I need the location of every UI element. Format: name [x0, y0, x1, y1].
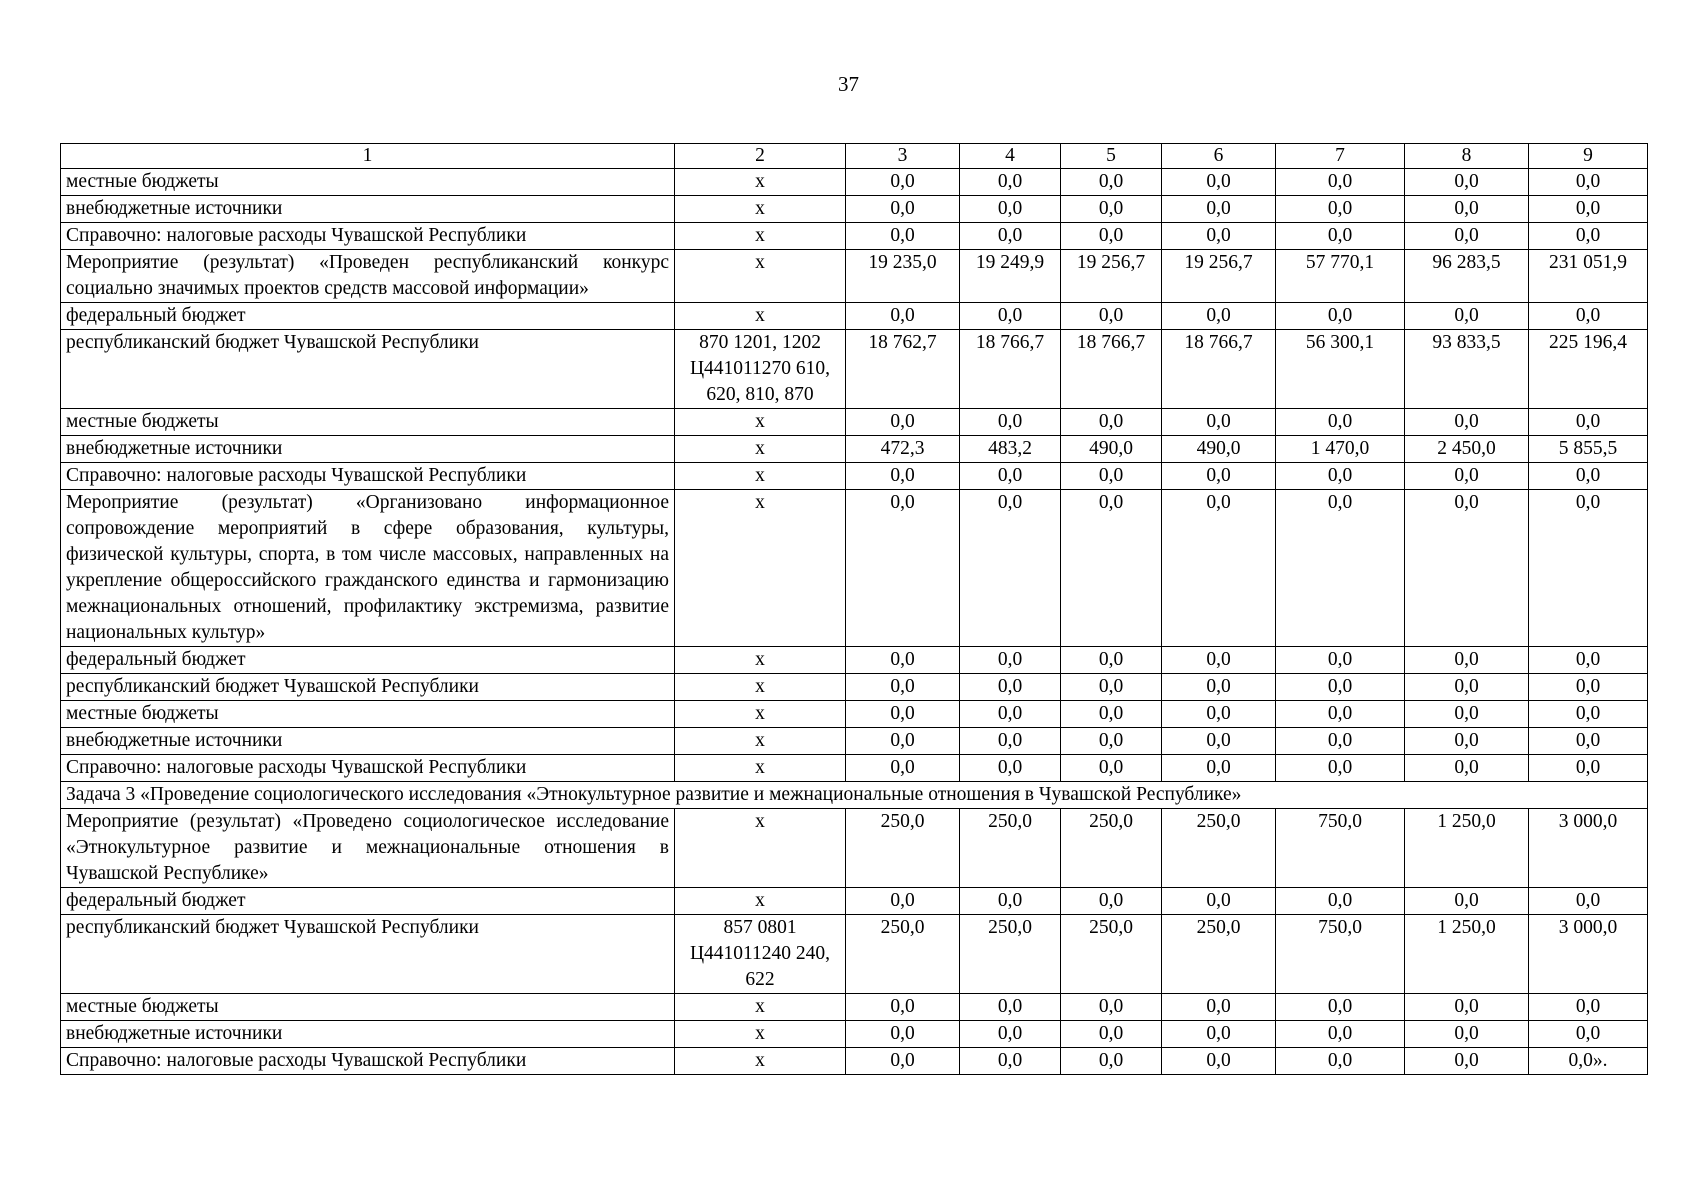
- budget-code-cell: 857 0801 Ц441011240 240, 622: [675, 915, 846, 994]
- table-row: [61, 330, 1648, 409]
- row-name-cell: Справочно: налоговые расходы Чувашской Республики: [61, 1048, 675, 1075]
- row-name-cell: Мероприятие (результат) «Организовано информационное сопровождение мероприятий в сфере образования, культуры, физической культуры, спорта, в том числе массовых, направленных на укрепление общероссийского гражданского единства и гармонизацию межнациональных отношений, профилактику экстремизма, развитие национальных культур»: [61, 490, 675, 647]
- task-title: Задача 3 «Проведение социологического исследования «Этнокультурное развитие и межнациональные отношения в Чувашской Республике»: [61, 782, 1648, 809]
- value-cell-col-9: 3 000,0: [1529, 809, 1648, 888]
- row-name-cell: местные бюджеты: [61, 994, 675, 1021]
- row-name-cell: Справочно: налоговые расходы Чувашской Республики: [61, 223, 675, 250]
- value-cell-col-4: 0,0: [960, 701, 1061, 728]
- value-cell-col-8: 93 833,5: [1405, 330, 1529, 409]
- value-cell-col-6: 250,0: [1162, 915, 1276, 994]
- table-row: [61, 490, 1648, 647]
- table-body: [61, 169, 1648, 1075]
- budget-code-cell: х: [675, 409, 846, 436]
- value-cell-col-5: 0,0: [1061, 303, 1162, 330]
- table-row: [61, 303, 1648, 330]
- value-cell-col-9: 0,0: [1529, 755, 1648, 782]
- value-cell-col-8: 0,0: [1405, 303, 1529, 330]
- value-cell-col-3: 0,0: [846, 409, 960, 436]
- value-cell-col-6: 0,0: [1162, 755, 1276, 782]
- value-cell-col-5: 0,0: [1061, 223, 1162, 250]
- value-cell-col-7: 0,0: [1276, 463, 1405, 490]
- value-cell-col-3: 0,0: [846, 1048, 960, 1075]
- value-cell-col-8: 0,0: [1405, 728, 1529, 755]
- header-cell-1: 1: [61, 144, 675, 169]
- row-name-cell: федеральный бюджет: [61, 303, 675, 330]
- table-row: [61, 409, 1648, 436]
- table-row: [61, 1021, 1648, 1048]
- table-row: [61, 994, 1648, 1021]
- value-cell-col-6: 0,0: [1162, 994, 1276, 1021]
- value-cell-col-4: 250,0: [960, 809, 1061, 888]
- value-cell-col-3: 18 762,7: [846, 330, 960, 409]
- value-cell-col-7: 0,0: [1276, 223, 1405, 250]
- table-row: [61, 888, 1648, 915]
- budget-code-cell: х: [675, 994, 846, 1021]
- value-cell-col-8: 0,0: [1405, 647, 1529, 674]
- row-name-cell: внебюджетные источники: [61, 196, 675, 223]
- value-cell-col-9: 0,0: [1529, 728, 1648, 755]
- value-cell-col-4: 19 249,9: [960, 250, 1061, 303]
- value-cell-col-9: 0,0: [1529, 701, 1648, 728]
- budget-code-cell: х: [675, 647, 846, 674]
- value-cell-col-7: 57 770,1: [1276, 250, 1405, 303]
- value-cell-col-6: 0,0: [1162, 674, 1276, 701]
- value-cell-col-6: 0,0: [1162, 490, 1276, 647]
- value-cell-col-7: 0,0: [1276, 674, 1405, 701]
- table-row: [61, 647, 1648, 674]
- budget-code-cell: х: [675, 169, 846, 196]
- table-row: [61, 915, 1648, 994]
- budget-code-cell: х: [675, 728, 846, 755]
- budget-code-cell: х: [675, 436, 846, 463]
- value-cell-col-6: 0,0: [1162, 169, 1276, 196]
- budget-code-cell: х: [675, 1021, 846, 1048]
- value-cell-col-5: 0,0: [1061, 409, 1162, 436]
- value-cell-col-9: 0,0: [1529, 303, 1648, 330]
- task-row: [61, 782, 1648, 809]
- value-cell-col-4: 250,0: [960, 915, 1061, 994]
- value-cell-col-4: 0,0: [960, 303, 1061, 330]
- value-cell-col-7: 0,0: [1276, 1048, 1405, 1075]
- budget-code-cell: 870 1201, 1202 Ц441011270 610, 620, 810, 870: [675, 330, 846, 409]
- value-cell-col-5: 250,0: [1061, 915, 1162, 994]
- value-cell-col-9: 0,0: [1529, 169, 1648, 196]
- budget-code-cell: х: [675, 223, 846, 250]
- budget-code-cell: х: [675, 755, 846, 782]
- value-cell-col-3: 0,0: [846, 169, 960, 196]
- value-cell-col-5: 0,0: [1061, 701, 1162, 728]
- row-name-cell: Мероприятие (результат) «Проведено социологическое исследование «Этнокультурное развитие и межнациональные отношения в Чувашской Республике»: [61, 809, 675, 888]
- header-row: [61, 144, 1648, 169]
- value-cell-col-6: 0,0: [1162, 196, 1276, 223]
- value-cell-col-8: 0,0: [1405, 223, 1529, 250]
- value-cell-col-7: 0,0: [1276, 701, 1405, 728]
- value-cell-col-5: 0,0: [1061, 1021, 1162, 1048]
- value-cell-col-7: 0,0: [1276, 303, 1405, 330]
- value-cell-col-3: 250,0: [846, 915, 960, 994]
- value-cell-col-8: 2 450,0: [1405, 436, 1529, 463]
- value-cell-col-5: 19 256,7: [1061, 250, 1162, 303]
- budget-code-cell: х: [675, 1048, 846, 1075]
- row-name-cell: местные бюджеты: [61, 409, 675, 436]
- value-cell-col-8: 0,0: [1405, 409, 1529, 436]
- value-cell-col-3: 0,0: [846, 223, 960, 250]
- row-name-cell: республиканский бюджет Чувашской Республики: [61, 915, 675, 994]
- value-cell-col-4: 0,0: [960, 223, 1061, 250]
- value-cell-col-6: 0,0: [1162, 647, 1276, 674]
- value-cell-col-7: 0,0: [1276, 647, 1405, 674]
- value-cell-col-3: 0,0: [846, 196, 960, 223]
- table-row: [61, 463, 1648, 490]
- row-name-cell: республиканский бюджет Чувашской Республики: [61, 674, 675, 701]
- value-cell-col-4: 0,0: [960, 647, 1061, 674]
- value-cell-col-4: 483,2: [960, 436, 1061, 463]
- value-cell-col-5: 0,0: [1061, 647, 1162, 674]
- value-cell-col-8: 96 283,5: [1405, 250, 1529, 303]
- header-cell-2: 2: [675, 144, 846, 169]
- value-cell-col-6: 0,0: [1162, 463, 1276, 490]
- budget-code-cell: х: [675, 196, 846, 223]
- header-cell-5: 5: [1061, 144, 1162, 169]
- value-cell-col-4: 0,0: [960, 728, 1061, 755]
- value-cell-col-5: 18 766,7: [1061, 330, 1162, 409]
- value-cell-col-3: 0,0: [846, 701, 960, 728]
- value-cell-col-6: 250,0: [1162, 809, 1276, 888]
- table-row: [61, 196, 1648, 223]
- value-cell-col-9: 0,0: [1529, 409, 1648, 436]
- budget-code-cell: х: [675, 250, 846, 303]
- budget-code-cell: х: [675, 303, 846, 330]
- value-cell-col-9: 0,0: [1529, 888, 1648, 915]
- value-cell-col-8: 0,0: [1405, 463, 1529, 490]
- value-cell-col-8: 0,0: [1405, 1048, 1529, 1075]
- row-name-cell: федеральный бюджет: [61, 888, 675, 915]
- value-cell-col-3: 0,0: [846, 490, 960, 647]
- value-cell-col-5: 0,0: [1061, 888, 1162, 915]
- value-cell-col-9: 0,0».: [1529, 1048, 1648, 1075]
- value-cell-col-7: 0,0: [1276, 490, 1405, 647]
- value-cell-col-9: 3 000,0: [1529, 915, 1648, 994]
- value-cell-col-3: 472,3: [846, 436, 960, 463]
- value-cell-col-8: 0,0: [1405, 196, 1529, 223]
- value-cell-col-4: 0,0: [960, 490, 1061, 647]
- value-cell-col-3: 0,0: [846, 1021, 960, 1048]
- value-cell-col-5: 0,0: [1061, 728, 1162, 755]
- table-row: [61, 809, 1648, 888]
- value-cell-col-7: 0,0: [1276, 888, 1405, 915]
- value-cell-col-9: 5 855,5: [1529, 436, 1648, 463]
- value-cell-col-3: 19 235,0: [846, 250, 960, 303]
- value-cell-col-9: 0,0: [1529, 196, 1648, 223]
- row-name-cell: Мероприятие (результат) «Проведен республиканский конкурс социально значимых проектов средств массовой информации»: [61, 250, 675, 303]
- value-cell-col-4: 0,0: [960, 888, 1061, 915]
- table-row: [61, 169, 1648, 196]
- value-cell-col-7: 0,0: [1276, 728, 1405, 755]
- budget-table: [60, 143, 1648, 1075]
- value-cell-col-8: 0,0: [1405, 490, 1529, 647]
- value-cell-col-4: 0,0: [960, 463, 1061, 490]
- value-cell-col-9: 0,0: [1529, 1021, 1648, 1048]
- value-cell-col-4: 18 766,7: [960, 330, 1061, 409]
- header-cell-8: 8: [1405, 144, 1529, 169]
- page-number: 37: [838, 72, 859, 96]
- value-cell-col-9: 0,0: [1529, 647, 1648, 674]
- value-cell-col-9: 0,0: [1529, 490, 1648, 647]
- row-name-cell: внебюджетные источники: [61, 436, 675, 463]
- value-cell-col-6: 18 766,7: [1162, 330, 1276, 409]
- value-cell-col-4: 0,0: [960, 994, 1061, 1021]
- value-cell-col-3: 0,0: [846, 463, 960, 490]
- value-cell-col-5: 0,0: [1061, 490, 1162, 647]
- value-cell-col-7: 0,0: [1276, 994, 1405, 1021]
- value-cell-col-7: 750,0: [1276, 915, 1405, 994]
- header-cell-9: 9: [1529, 144, 1648, 169]
- value-cell-col-5: 0,0: [1061, 1048, 1162, 1075]
- value-cell-col-5: 490,0: [1061, 436, 1162, 463]
- value-cell-col-8: 1 250,0: [1405, 915, 1529, 994]
- table-row: [61, 674, 1648, 701]
- value-cell-col-6: 0,0: [1162, 888, 1276, 915]
- value-cell-col-3: 0,0: [846, 647, 960, 674]
- value-cell-col-4: 0,0: [960, 674, 1061, 701]
- row-name-cell: местные бюджеты: [61, 701, 675, 728]
- value-cell-col-7: 750,0: [1276, 809, 1405, 888]
- value-cell-col-8: 0,0: [1405, 169, 1529, 196]
- budget-code-cell: х: [675, 463, 846, 490]
- value-cell-col-6: 0,0: [1162, 701, 1276, 728]
- value-cell-col-5: 0,0: [1061, 994, 1162, 1021]
- table-row: [61, 223, 1648, 250]
- value-cell-col-8: 0,0: [1405, 994, 1529, 1021]
- value-cell-col-5: 250,0: [1061, 809, 1162, 888]
- table-row: [61, 755, 1648, 782]
- value-cell-col-6: 19 256,7: [1162, 250, 1276, 303]
- value-cell-col-3: 0,0: [846, 303, 960, 330]
- value-cell-col-3: 0,0: [846, 755, 960, 782]
- row-name-cell: республиканский бюджет Чувашской Республики: [61, 330, 675, 409]
- value-cell-col-4: 0,0: [960, 1021, 1061, 1048]
- value-cell-col-6: 0,0: [1162, 409, 1276, 436]
- value-cell-col-7: 1 470,0: [1276, 436, 1405, 463]
- value-cell-col-6: 0,0: [1162, 1048, 1276, 1075]
- value-cell-col-6: 490,0: [1162, 436, 1276, 463]
- value-cell-col-5: 0,0: [1061, 169, 1162, 196]
- value-cell-col-3: 0,0: [846, 674, 960, 701]
- value-cell-col-6: 0,0: [1162, 728, 1276, 755]
- value-cell-col-7: 0,0: [1276, 196, 1405, 223]
- value-cell-col-3: 0,0: [846, 888, 960, 915]
- budget-code-cell: х: [675, 888, 846, 915]
- value-cell-col-4: 0,0: [960, 196, 1061, 223]
- value-cell-col-3: 250,0: [846, 809, 960, 888]
- table-row: [61, 436, 1648, 463]
- table-row: [61, 250, 1648, 303]
- value-cell-col-7: 0,0: [1276, 755, 1405, 782]
- row-name-cell: федеральный бюджет: [61, 647, 675, 674]
- value-cell-col-3: 0,0: [846, 728, 960, 755]
- value-cell-col-4: 0,0: [960, 409, 1061, 436]
- row-name-cell: Справочно: налоговые расходы Чувашской Республики: [61, 463, 675, 490]
- value-cell-col-8: 1 250,0: [1405, 809, 1529, 888]
- value-cell-col-8: 0,0: [1405, 1021, 1529, 1048]
- value-cell-col-9: 225 196,4: [1529, 330, 1648, 409]
- value-cell-col-3: 0,0: [846, 994, 960, 1021]
- value-cell-col-5: 0,0: [1061, 674, 1162, 701]
- value-cell-col-9: 0,0: [1529, 674, 1648, 701]
- value-cell-col-5: 0,0: [1061, 463, 1162, 490]
- header-cell-3: 3: [846, 144, 960, 169]
- budget-code-cell: х: [675, 701, 846, 728]
- value-cell-col-6: 0,0: [1162, 1021, 1276, 1048]
- budget-code-cell: х: [675, 809, 846, 888]
- value-cell-col-5: 0,0: [1061, 755, 1162, 782]
- header-cell-6: 6: [1162, 144, 1276, 169]
- value-cell-col-7: 56 300,1: [1276, 330, 1405, 409]
- value-cell-col-7: 0,0: [1276, 409, 1405, 436]
- value-cell-col-8: 0,0: [1405, 755, 1529, 782]
- budget-code-cell: х: [675, 490, 846, 647]
- value-cell-col-4: 0,0: [960, 1048, 1061, 1075]
- value-cell-col-9: 0,0: [1529, 223, 1648, 250]
- value-cell-col-9: 0,0: [1529, 463, 1648, 490]
- value-cell-col-9: 0,0: [1529, 994, 1648, 1021]
- value-cell-col-8: 0,0: [1405, 888, 1529, 915]
- budget-code-cell: х: [675, 674, 846, 701]
- table-row: [61, 728, 1648, 755]
- row-name-cell: внебюджетные источники: [61, 1021, 675, 1048]
- value-cell-col-5: 0,0: [1061, 196, 1162, 223]
- table-row: [61, 1048, 1648, 1075]
- value-cell-col-6: 0,0: [1162, 223, 1276, 250]
- value-cell-col-8: 0,0: [1405, 701, 1529, 728]
- table-row: [61, 701, 1648, 728]
- row-name-cell: местные бюджеты: [61, 169, 675, 196]
- row-name-cell: внебюджетные источники: [61, 728, 675, 755]
- value-cell-col-7: 0,0: [1276, 169, 1405, 196]
- header-cell-7: 7: [1276, 144, 1405, 169]
- value-cell-col-4: 0,0: [960, 755, 1061, 782]
- value-cell-col-7: 0,0: [1276, 1021, 1405, 1048]
- value-cell-col-6: 0,0: [1162, 303, 1276, 330]
- row-name-cell: Справочно: налоговые расходы Чувашской Республики: [61, 755, 675, 782]
- value-cell-col-4: 0,0: [960, 169, 1061, 196]
- value-cell-col-8: 0,0: [1405, 674, 1529, 701]
- value-cell-col-9: 231 051,9: [1529, 250, 1648, 303]
- header-cell-4: 4: [960, 144, 1061, 169]
